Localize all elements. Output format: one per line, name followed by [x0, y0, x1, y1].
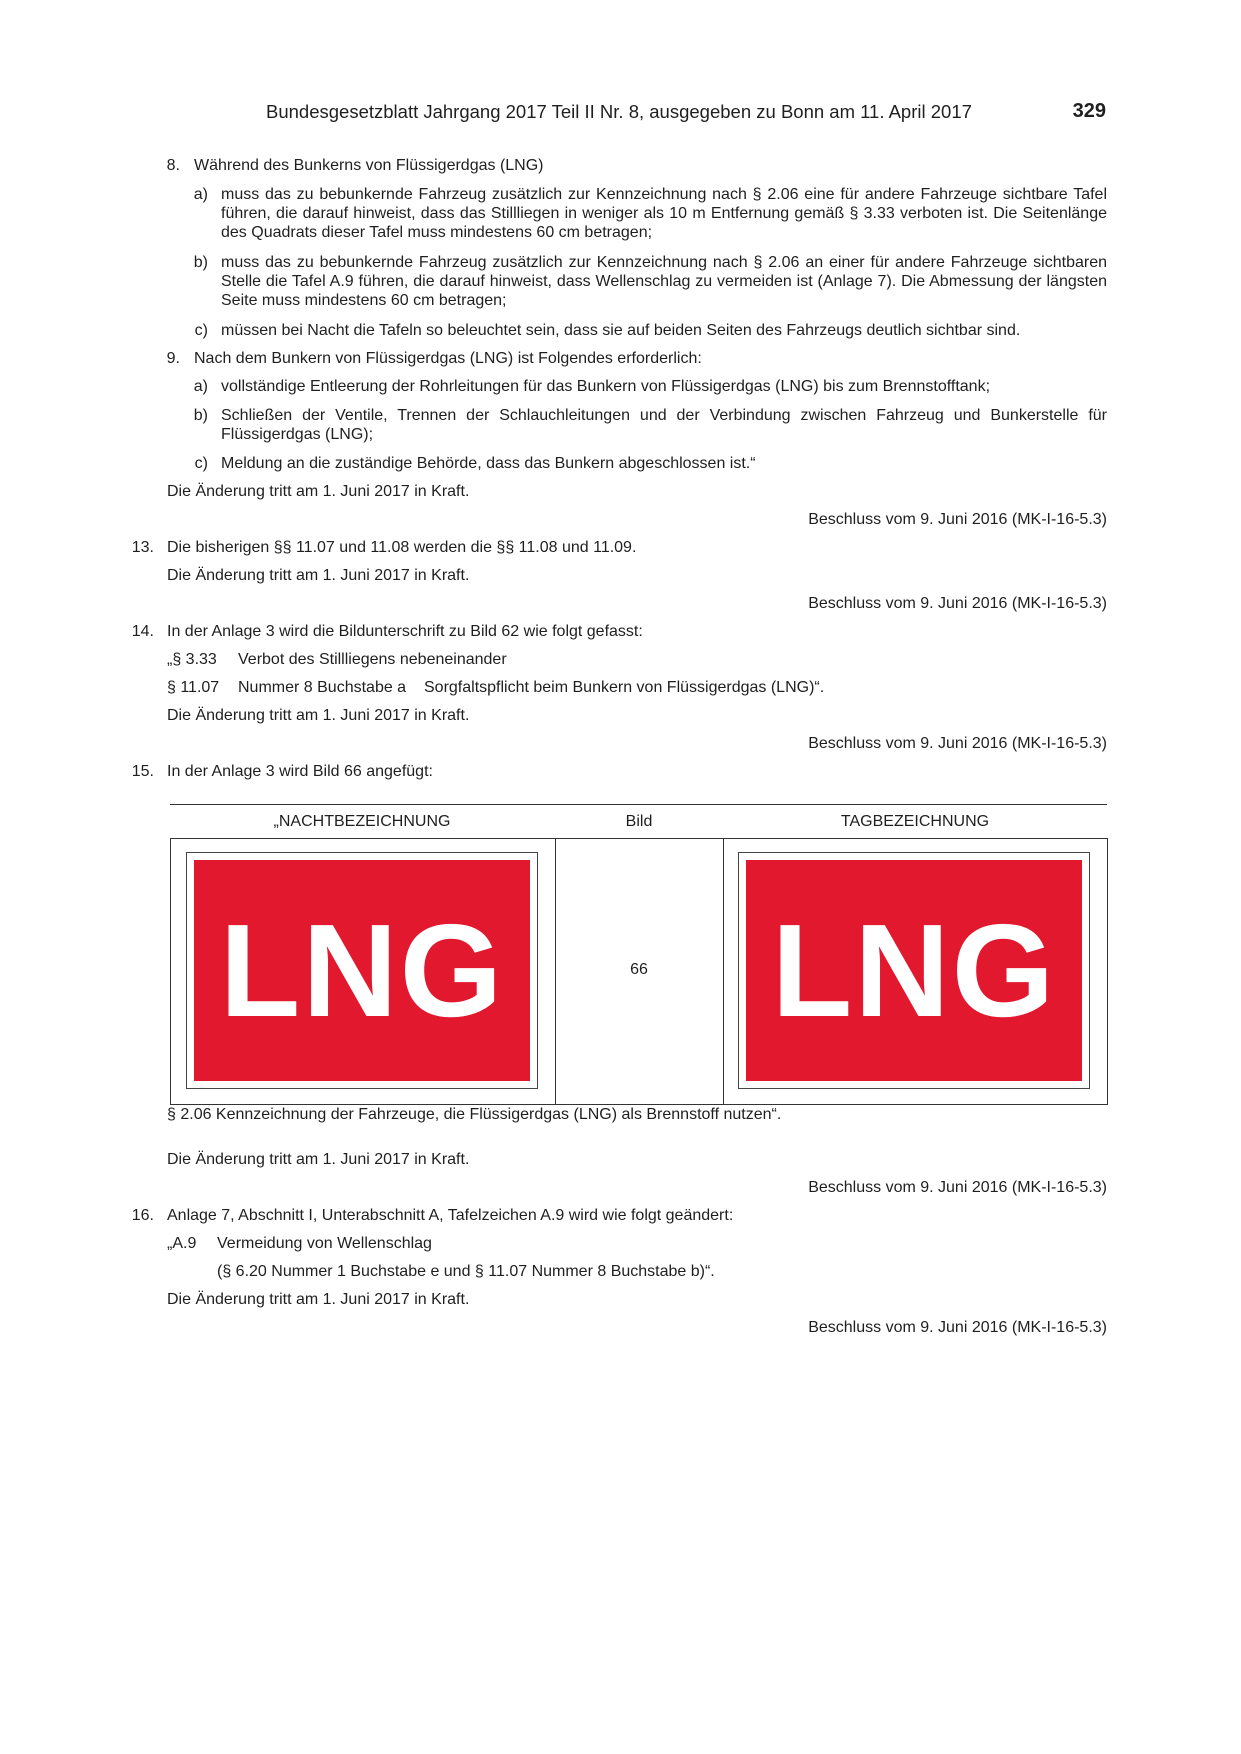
- item-9b-label: b): [193, 407, 208, 424]
- column-header-day: TAGBEZEICHNUNG: [840, 813, 990, 830]
- item-14-caption-text: Verbot des Stillliegens nebeneinander: [238, 651, 507, 668]
- item-9-number: 9.: [166, 350, 180, 367]
- item-16-sign-ref: „A.9: [167, 1235, 197, 1252]
- lng-sign-day: LNG: [746, 860, 1082, 1081]
- item-9-text: Nach dem Bunkern von Flüssigerdgas (LNG) ist Folgendes erforderlich:: [194, 350, 702, 367]
- column-header-bild: Bild: [625, 813, 653, 830]
- night-sign-frame: [186, 852, 538, 1089]
- change-notice: Die Änderung tritt am 1. Juni 2017 in Kraft.: [167, 567, 470, 584]
- item-9c-label: c): [194, 455, 208, 472]
- column-header-night: „NACHTBEZEICHNUNG: [273, 813, 451, 830]
- day-sign-frame: [738, 852, 1090, 1089]
- item-14-text: In der Anlage 3 wird die Bildunterschrift zu Bild 62 wie folgt gefasst:: [167, 623, 643, 640]
- decision-reference: Beschluss vom 9. Juni 2016 (MK-I-16-5.3): [808, 1319, 1107, 1336]
- change-notice: Die Änderung tritt am 1. Juni 2017 in Kraft.: [167, 707, 470, 724]
- figure-caption: § 2.06 Kennzeichnung der Fahrzeuge, die Flüssigerdgas (LNG) als Brennstoff nutzen“.: [167, 1106, 782, 1123]
- running-header: Bundesgesetzblatt Jahrgang 2017 Teil II Nr. 8, ausgegeben zu Bonn am 11. April 2017: [266, 101, 972, 122]
- change-notice: Die Änderung tritt am 1. Juni 2017 in Kraft.: [167, 1291, 470, 1308]
- item-9a-text: vollständige Entleerung der Rohrleitungen für das Bunkern von Flüssigerdgas (LNG) bis zum Brennstofftank;: [221, 378, 991, 395]
- item-16-number: 16.: [131, 1207, 154, 1224]
- decision-reference: Beschluss vom 9. Juni 2016 (MK-I-16-5.3): [808, 511, 1107, 528]
- page-number: 329: [1072, 100, 1106, 122]
- figure-header-rule: [170, 804, 1107, 805]
- item-8a-label: a): [193, 186, 208, 203]
- item-14-caption-subref: Nummer 8 Buchstabe a: [238, 679, 407, 696]
- change-notice: Die Änderung tritt am 1. Juni 2017 in Kraft.: [167, 483, 470, 500]
- change-notice: Die Änderung tritt am 1. Juni 2017 in Kraft.: [167, 1151, 470, 1168]
- item-14-caption-text: Sorgfaltspflicht beim Bunkern von Flüssigerdgas (LNG)“.: [424, 679, 825, 696]
- column-divider: [723, 839, 724, 1104]
- item-9c-text: Meldung an die zuständige Behörde, dass das Bunkern abgeschlossen ist.“: [221, 455, 756, 472]
- item-13-number: 13.: [131, 539, 154, 556]
- item-14-caption-ref: „§ 3.33: [167, 651, 217, 668]
- item-9b-text: Schließen der Ventile, Trennen der Schlauchleitungen und der Verbindung zwischen Fahrzeug und Bunkerstelle für Flüssigerdgas (LNG);: [221, 407, 1107, 443]
- item-15-number: 15.: [131, 763, 154, 780]
- item-13-text: Die bisherigen §§ 11.07 und 11.08 werden die §§ 11.08 und 11.09.: [167, 539, 637, 556]
- item-14-caption-ref: § 11.07: [167, 679, 220, 696]
- lng-sign-night: LNG: [194, 860, 530, 1081]
- decision-reference: Beschluss vom 9. Juni 2016 (MK-I-16-5.3): [808, 595, 1107, 612]
- item-8-number: 8.: [166, 157, 180, 174]
- item-8c-text: müssen bei Nacht die Tafeln so beleuchtet sein, dass sie auf beiden Seiten des Fahrzeugs deutlich sichtbar sind.: [221, 322, 1021, 339]
- item-8c-label: c): [194, 322, 208, 339]
- item-8b-label: b): [193, 254, 208, 271]
- item-14-number: 14.: [131, 623, 154, 640]
- decision-reference: Beschluss vom 9. Juni 2016 (MK-I-16-5.3): [808, 735, 1107, 752]
- item-8b-text: muss das zu bebunkernde Fahrzeug zusätzlich zur Kennzeichnung nach § 2.06 an einer für andere Fahrzeuge sichtbaren Stelle die Tafel A.9 führen, die darauf hinweist, dass Wellenschlag zu vermeiden ist (Anlage 7). Die Abmessung der längsten Seite muss mindestens 60 cm betragen;: [221, 254, 1107, 309]
- item-9a-label: a): [193, 378, 208, 395]
- item-15-text: In der Anlage 3 wird Bild 66 angefügt:: [167, 763, 433, 780]
- item-16-sign-refs: (§ 6.20 Nummer 1 Buchstabe e und § 11.07 Nummer 8 Buchstabe b)“.: [217, 1263, 715, 1280]
- item-8a-text: muss das zu bebunkernde Fahrzeug zusätzlich zur Kennzeichnung nach § 2.06 eine für andere Fahrzeuge sichtbare Tafel führen, die darauf hinweist, dass das Stillliegen in weniger als 10 m Entfernung gemäß § 3.33 verboten ist. Die Seitenlänge des Quadrats dieser Tafel muss mindestens 60 cm betragen;: [221, 186, 1107, 241]
- item-16-text: Anlage 7, Abschnitt I, Unterabschnitt A, Tafelzeichen A.9 wird wie folgt geändert:: [167, 1207, 734, 1224]
- item-8-text: Während des Bunkerns von Flüssigerdgas (LNG): [194, 157, 544, 174]
- decision-reference: Beschluss vom 9. Juni 2016 (MK-I-16-5.3): [808, 1179, 1107, 1196]
- bild-number: 66: [630, 961, 648, 978]
- item-16-sign-title: Vermeidung von Wellenschlag: [217, 1235, 432, 1252]
